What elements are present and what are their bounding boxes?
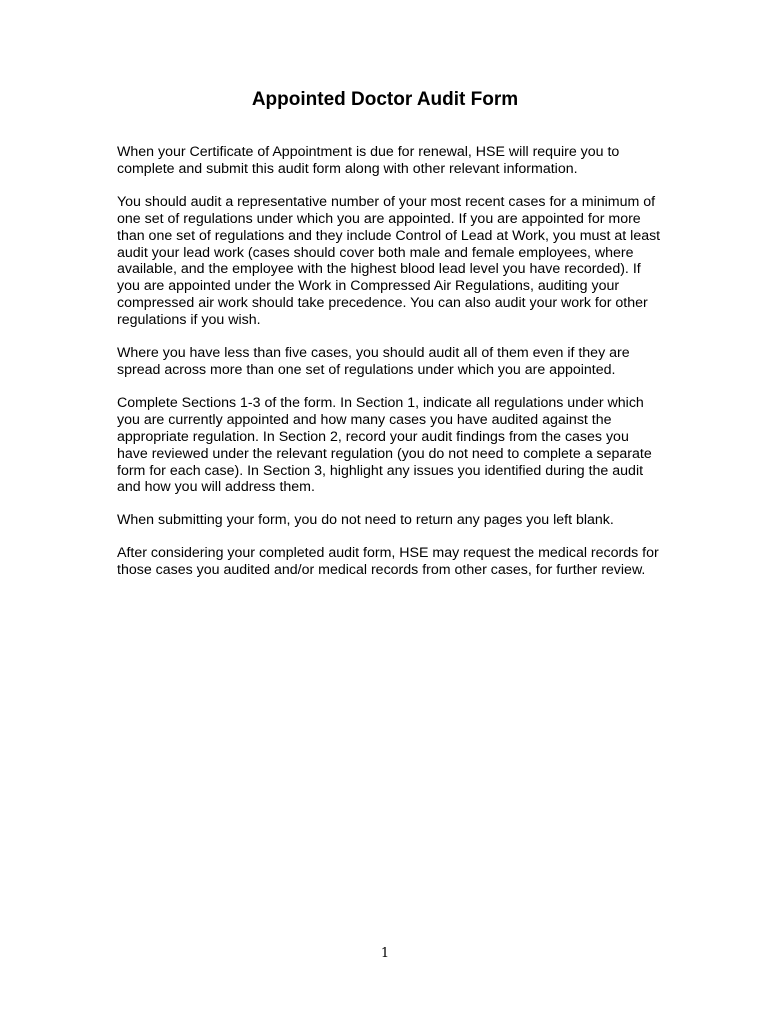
page-title: Appointed Doctor Audit Form <box>251 89 519 110</box>
document-body <box>117 144 662 595</box>
paragraph-renewal-intro: When your Certificate of Appointment is due for renewal, HSE will require you to complete and submit this audit form along with other relevant information. <box>117 144 620 177</box>
paragraph-few-cases: Where you have less than five cases, you should audit all of them even if they are spread across more than one set of regulations under which you are appointed. <box>117 345 630 378</box>
paragraph-audit-scope: You should audit a representative number of your most recent cases for a minimum of one set of regulations under which you are appointed. If you are appointed for more than one set of regulations and they include Control of Lead at Work, you must at least audit your lead work (cases should cover both male and female employees, where available, and the employee with the highest blood lead level you have recorded). If you are appointed under the Work in Compressed Air Regulations, auditing your compressed air work should take precedence. You can also audit your work for other regulations if you wish. <box>117 193 661 329</box>
page-number: 1 <box>380 946 390 961</box>
paragraph-submission-note: When submitting your form, you do not need to return any pages you left blank. <box>117 512 614 529</box>
paragraph-further-review: After considering your completed audit form, HSE may request the medical records for those cases you audited and/or medical records from other cases, for further review. <box>117 545 659 579</box>
paragraph-sections-instructions: Complete Sections 1-3 of the form. In Section 1, indicate all regulations under which you are currently appointed and how many cases you have audited against the appropriate regulation. In Section 2, record your audit findings from the cases you have reviewed under the relevant regulation (you do not need to complete a separate form for each case). In Section 3, highlight any issues you identified during the audit and how you will address them. <box>117 394 652 496</box>
